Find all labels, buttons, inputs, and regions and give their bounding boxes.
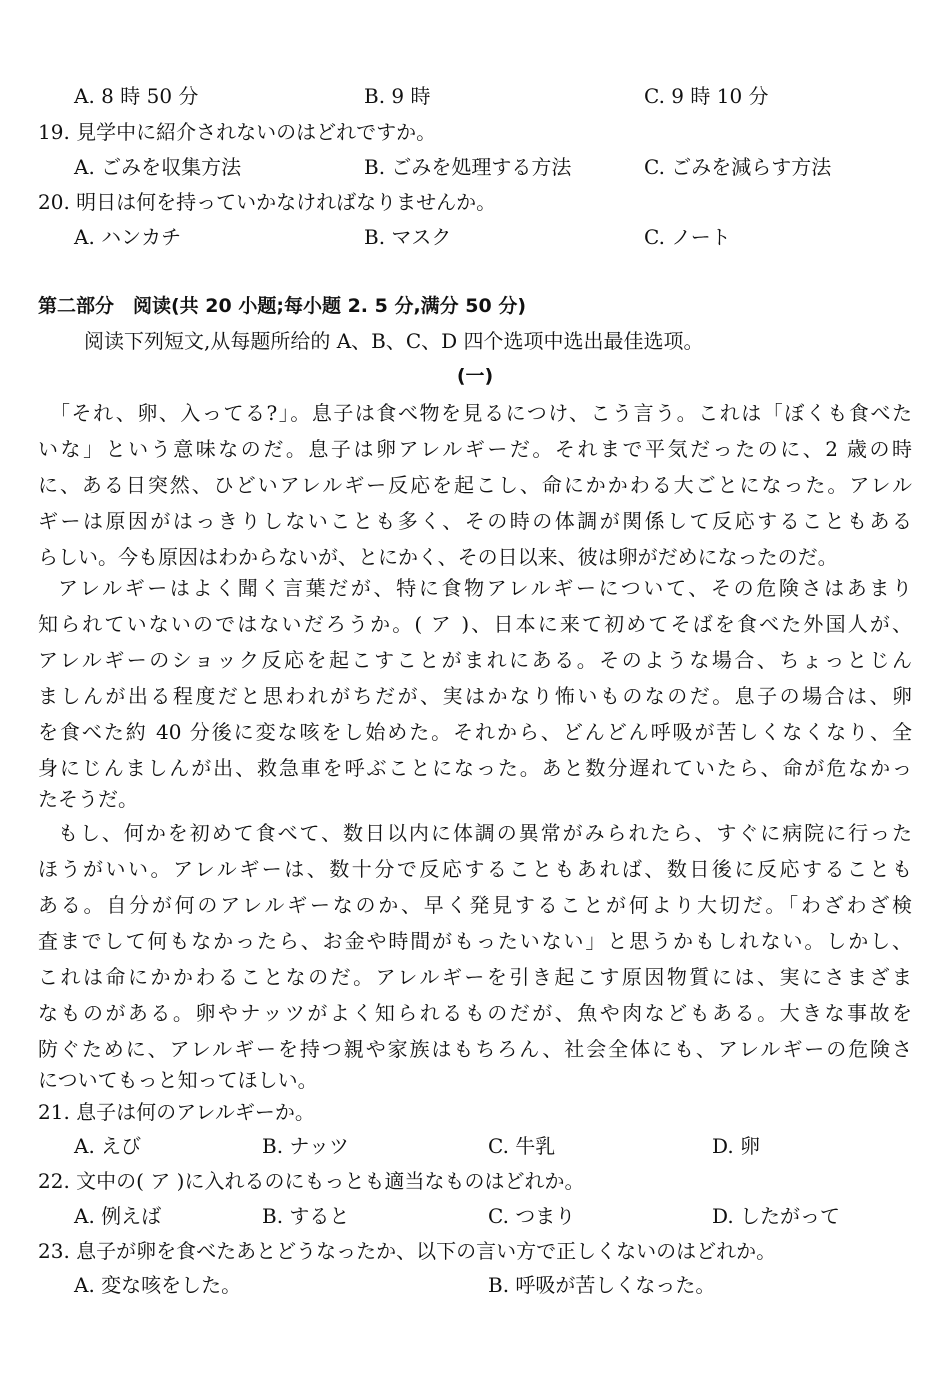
passage-line: いな」という意味なのだ。息子は卵アレルギーだ。それまで平気だったのに、2 歳の時 xyxy=(38,437,912,461)
passage-line: なものがある。卵やナッツがよく知られるものだが、魚や肉などもある。大きな事故を xyxy=(38,1001,912,1025)
passage-line: 知られていないのではないだろうか。( ア )、日本に来て初めてそばを食べた外国人が、 xyxy=(38,612,912,636)
q19-option-a: A. ごみを収集方法 xyxy=(74,155,242,179)
passage-line: これは命にかかわることなのだ。アレルギーを引き起こす原因物質には、実にさまざま xyxy=(38,965,912,989)
q19-question: 19. 見学中に紹介されないのはどれですか。 xyxy=(38,120,437,144)
passage-line: 「それ、卵、入ってる?」。息子は食べ物を見るにつけ、こう言う。これは「ぼくも食べた xyxy=(50,401,912,425)
q23-option-b: B. 呼吸が苦しくなった。 xyxy=(488,1273,716,1297)
passage-line: ましんが出る程度だと思われがちだが、実はかなり怖いものなのだ。息子の場合は、卵 xyxy=(38,684,912,708)
passage-line: ギーは原因がはっきりしないことも多く、その時の体調が関係して反応することもある xyxy=(38,509,912,533)
q22-option-d: D. したがって xyxy=(712,1204,841,1228)
q20-question: 20. 明日は何を持っていかなければなりませんか。 xyxy=(38,190,497,214)
passage-line: に、ある日突然、ひどいアレルギー反応を起こし、命にかかわる大ごとになった。アレル xyxy=(38,473,912,497)
passage-line: 身にじんましんが出、救急車を呼ぶことになった。あと数分遅れていたら、命が危なかっ xyxy=(38,756,912,780)
q20-option-b: B. マスク xyxy=(364,225,452,249)
section-instruction: 阅读下列短文,从每题所给的 A、B、C、D 四个选项中选出最佳选项。 xyxy=(84,329,704,353)
passage-line: らしい。今も原因はわからないが、とにかく、その日以来、彼は卵がだめになったのだ。 xyxy=(38,545,838,569)
q22-option-a: A. 例えば xyxy=(74,1204,162,1228)
q19-option-b: B. ごみを処理する方法 xyxy=(364,155,572,179)
q19-option-c: C. ごみを減らす方法 xyxy=(644,155,832,179)
q21-option-b: B. ナッツ xyxy=(262,1134,350,1158)
q22-question: 22. 文中の( ア )に入れるのにもっとも適当なものはどれか。 xyxy=(38,1169,585,1193)
passage-line: アレルギーはよく聞く言葉だが、特に食物アレルギーについて、その危険さはあまり xyxy=(58,576,912,600)
passage-line: ほうがいい。アレルギーは、数十分で反応することもあれば、数日後に反応することも xyxy=(38,857,912,881)
q23-option-a: A. 変な咳をした。 xyxy=(74,1273,242,1297)
q18-option-b: B. 9 時 xyxy=(364,84,431,108)
q21-question: 21. 息子は何のアレルギーか。 xyxy=(38,1100,315,1124)
q20-option-c: C. ノート xyxy=(644,225,731,249)
q18-option-a: A. 8 時 50 分 xyxy=(74,84,199,108)
q18-option-c: C. 9 時 10 分 xyxy=(644,84,769,108)
passage-line: についてもっと知ってほしい。 xyxy=(38,1068,318,1092)
q22-option-b: B. すると xyxy=(262,1204,350,1228)
passage-line: たそうだ。 xyxy=(38,787,138,811)
passage-line: 査までして何もなかったら、お金や時間がもったいない」と思うかもしれない。しかし、 xyxy=(38,929,912,953)
q22-option-c: C. つまり xyxy=(488,1204,576,1228)
q21-option-d: D. 卵 xyxy=(712,1134,761,1158)
passage-number: (一) xyxy=(456,365,494,387)
passage-line: もし、何かを初めて食べて、数日以内に体調の異常がみられたら、すぐに病院に行った xyxy=(58,821,912,845)
passage-line: 防ぐために、アレルギーを持つ親や家族はもちろん、社会全体にも、アレルギーの危険さ xyxy=(38,1037,912,1061)
q23-question: 23. 息子が卵を食べたあとどうなったか、以下の言い方で正しくないのはどれか。 xyxy=(38,1239,777,1263)
q21-option-a: A. えび xyxy=(74,1134,142,1158)
section-heading: 第二部分 阅读(共 20 小题;每小题 2. 5 分,满分 50 分) xyxy=(38,295,527,317)
q20-option-a: A. ハンカチ xyxy=(74,225,182,249)
passage-line: を食べた約 40 分後に変な咳をし始めた。それから、どんどん呼吸が苦しくなくなり、全 xyxy=(38,720,912,744)
passage-line: ある。自分が何のアレルギーなのか、早く発見することが何より大切だ。「わざわざ検 xyxy=(38,893,912,917)
passage-line: アレルギーのショック反応を起こすことがまれにある。そのような場合、ちょっとじん xyxy=(38,648,912,672)
q21-option-c: C. 牛乳 xyxy=(488,1134,556,1158)
